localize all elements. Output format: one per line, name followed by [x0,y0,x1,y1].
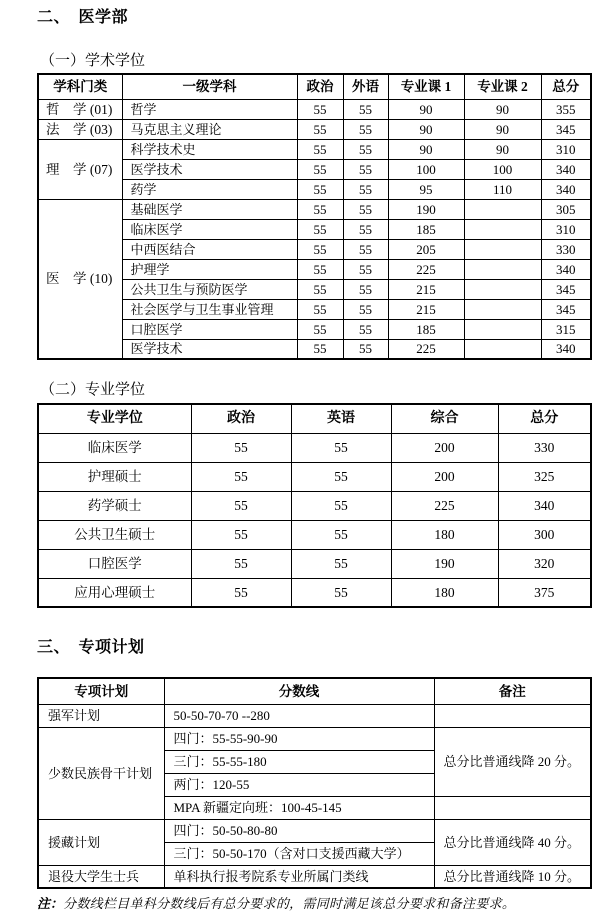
table-row [38,520,591,549]
section-heading-special-plans: 三、 专项计划 [37,639,145,656]
score-cell: 55 [291,462,391,491]
score-cell: 200 [391,462,498,491]
score-cell: 55 [343,319,388,339]
column-header-score-line: 分数线 [164,678,434,704]
score-cell: 340 [541,159,591,179]
subject-cell: 口腔医学 [122,319,297,339]
score-cell: 300 [498,520,591,549]
score-line-cell: 50-50-70-70 --280 [164,704,434,727]
score-line-cell: 三门：55-55-180 [164,750,434,773]
degree-cell: 护理硕士 [38,462,191,491]
score-cell: 90 [464,119,541,139]
table-row [38,549,591,578]
degree-cell: 公共卫生硕士 [38,520,191,549]
score-cell: 180 [391,520,498,549]
score-line-cell: 单科执行报考院系专业所属门类线 [164,865,434,888]
score-cell: 190 [391,549,498,578]
score-cell: 55 [297,299,343,319]
score-cell: 345 [541,299,591,319]
score-cell [464,319,541,339]
score-cell: 225 [388,339,464,359]
subject-cell: 公共卫生与预防医学 [122,279,297,299]
score-cell: 55 [297,179,343,199]
score-cell: 375 [498,578,591,607]
table-row [38,99,591,119]
score-cell: 55 [191,433,291,462]
remark-cell: 总分比普通线降 10 分。 [434,865,591,888]
subject-cell: 社会医学与卫生事业管理 [122,299,297,319]
score-cell: 315 [541,319,591,339]
score-line-cell: 四门：50-50-80-80 [164,819,434,842]
column-header-foreign-language: 外语 [343,74,388,99]
score-cell: 225 [388,259,464,279]
score-cell: 55 [191,578,291,607]
table-row [38,462,591,491]
score-cell: 55 [191,549,291,578]
category-cell: 哲 学 (01) [38,99,122,119]
score-cell: 55 [297,319,343,339]
score-cell: 55 [297,99,343,119]
score-cell: 310 [541,219,591,239]
score-cell: 55 [297,159,343,179]
score-cell: 55 [191,491,291,520]
plan-cell: 强军计划 [38,704,164,727]
score-cell: 55 [297,139,343,159]
score-cell: 55 [343,139,388,159]
score-cell: 110 [464,179,541,199]
plan-cell: 援藏计划 [38,819,164,865]
column-header-politics: 政治 [297,74,343,99]
degree-cell: 药学硕士 [38,491,191,520]
score-cell: 190 [388,199,464,219]
table-row [38,819,591,842]
table-row [38,704,591,727]
score-cell: 55 [191,462,291,491]
subject-cell: 护理学 [122,259,297,279]
score-line-cell: MPA 新疆定向班：100-45-145 [164,796,434,819]
score-cell: 55 [297,239,343,259]
table-header-row [38,404,591,433]
score-cell: 340 [541,179,591,199]
score-cell: 340 [498,491,591,520]
degree-cell: 口腔医学 [38,549,191,578]
score-cell: 55 [297,119,343,139]
column-header-comprehensive: 综合 [391,404,498,433]
score-cell: 345 [541,119,591,139]
degree-cell: 应用心理硕士 [38,578,191,607]
subject-cell: 医学技术 [122,339,297,359]
table-row [38,139,591,159]
score-cell: 55 [343,339,388,359]
score-cell: 55 [343,159,388,179]
score-cell: 55 [297,339,343,359]
column-header-professional-degree: 专业学位 [38,404,191,433]
score-cell: 325 [498,462,591,491]
subject-cell: 哲学 [122,99,297,119]
score-cell [464,279,541,299]
score-cell: 100 [464,159,541,179]
special-plans-table [37,677,592,889]
footnote [37,896,592,912]
score-cell [464,339,541,359]
score-cell: 55 [343,119,388,139]
plan-cell: 退役大学生士兵 [38,865,164,888]
score-cell: 225 [391,491,498,520]
subject-cell: 基础医学 [122,199,297,219]
score-cell: 320 [498,549,591,578]
score-cell [464,199,541,219]
degree-cell: 临床医学 [38,433,191,462]
table-header-row [38,74,591,99]
score-cell: 355 [541,99,591,119]
table-row [38,119,591,139]
column-header-remark: 备注 [434,678,591,704]
score-cell: 100 [388,159,464,179]
score-cell: 55 [343,299,388,319]
score-line-cell: 四门：55-55-90-90 [164,727,434,750]
score-cell: 205 [388,239,464,259]
score-cell: 55 [343,259,388,279]
score-cell: 55 [343,279,388,299]
score-cell: 90 [388,139,464,159]
score-cell: 55 [291,578,391,607]
subject-cell: 马克思主义理论 [122,119,297,139]
column-header-total-score: 总分 [498,404,591,433]
footnote-text: 分数线栏目单科分数线后有总分要求的，需同时满足该总分要求和备注要求。 [63,896,516,911]
footnote-label: 注： [37,896,64,911]
score-cell: 340 [541,339,591,359]
score-cell: 55 [291,491,391,520]
column-header-special-plan: 专项计划 [38,678,164,704]
column-header-english: 英语 [291,404,391,433]
score-cell: 55 [343,199,388,219]
score-cell [464,259,541,279]
category-cell: 医 学 (10) [38,199,122,359]
score-cell: 55 [343,179,388,199]
category-cell: 法 学 (03) [38,119,122,139]
table-row [38,578,591,607]
column-header-total-score: 总分 [541,74,591,99]
score-cell [464,239,541,259]
column-header-major-course-2: 专业课 2 [464,74,541,99]
score-cell: 345 [541,279,591,299]
score-cell: 55 [343,219,388,239]
score-cell: 200 [391,433,498,462]
subject-cell: 医学技术 [122,159,297,179]
column-header-discipline-category: 学科门类 [38,74,122,99]
category-cell: 理 学 (07) [38,139,122,199]
plan-cell: 少数民族骨干计划 [38,727,164,819]
score-cell: 215 [388,299,464,319]
table-header-row [38,678,591,704]
subsection-heading-professional: （二）专业学位 [40,382,146,398]
score-cell: 310 [541,139,591,159]
column-header-politics: 政治 [191,404,291,433]
score-cell: 180 [391,578,498,607]
score-cell: 55 [191,520,291,549]
score-cell: 55 [291,520,391,549]
column-header-first-level-discipline: 一级学科 [122,74,297,99]
table-row [38,199,591,219]
score-cell [464,299,541,319]
score-cell: 215 [388,279,464,299]
score-cell: 55 [297,279,343,299]
subject-cell: 科学技术史 [122,139,297,159]
score-cell: 95 [388,179,464,199]
score-cell: 305 [541,199,591,219]
professional-degrees-table [37,403,592,608]
score-cell: 55 [343,239,388,259]
score-cell: 55 [297,259,343,279]
score-cell: 90 [464,139,541,159]
section-heading-medical: 二、 医学部 [37,9,129,26]
remark-cell [434,704,591,727]
score-cell: 55 [291,433,391,462]
subject-cell: 临床医学 [122,219,297,239]
score-cell: 340 [541,259,591,279]
score-cell: 55 [291,549,391,578]
table-row [38,727,591,750]
score-cell: 55 [343,99,388,119]
score-line-cell: 三门：50-50-170（含对口支援西藏大学） [164,842,434,865]
academic-degrees-table [37,73,592,360]
remark-cell: 总分比普通线降 20 分。 [434,727,591,796]
subsection-heading-academic: （一）学术学位 [40,53,146,69]
score-cell: 90 [464,99,541,119]
score-cell: 55 [297,219,343,239]
score-cell: 90 [388,99,464,119]
score-cell [464,219,541,239]
score-cell: 330 [498,433,591,462]
table-row [38,491,591,520]
table-row [38,433,591,462]
score-cell: 185 [388,319,464,339]
subject-cell: 药学 [122,179,297,199]
score-line-cell: 两门：120-55 [164,773,434,796]
score-cell: 55 [297,199,343,219]
score-cell: 90 [388,119,464,139]
subject-cell: 中西医结合 [122,239,297,259]
score-cell: 330 [541,239,591,259]
remark-cell [434,796,591,819]
column-header-major-course-1: 专业课 1 [388,74,464,99]
table-row [38,865,591,888]
score-cell: 185 [388,219,464,239]
remark-cell: 总分比普通线降 40 分。 [434,819,591,865]
